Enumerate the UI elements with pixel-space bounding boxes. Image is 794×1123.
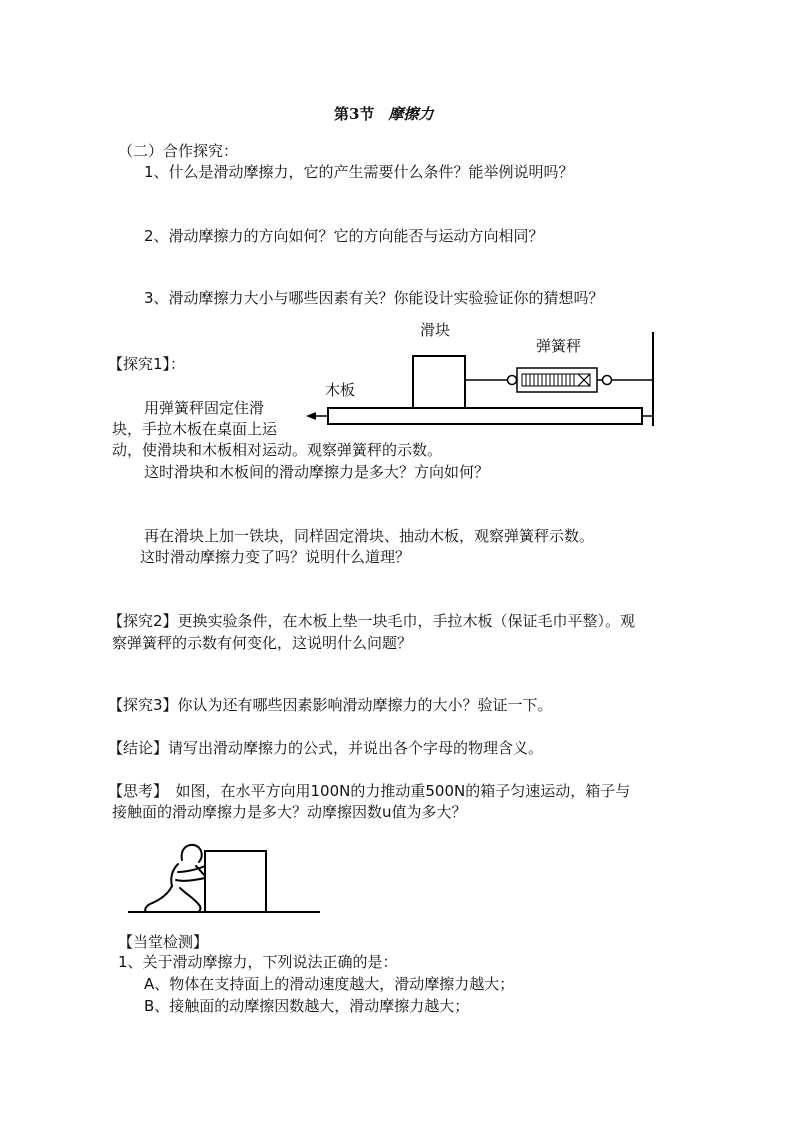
check-option-b: B、接触面的动摩擦因数越大，滑动摩擦力越大； [144, 997, 470, 1015]
explore2-line-2: 察弹簧秤的示数有何变化，这说明什么问题？ [112, 634, 413, 652]
check-heading: 【当堂检测】 [118, 933, 209, 951]
explore1-line-3: 动，使滑块和木板相对运动。观察弹簧秤的示数。 [112, 441, 443, 459]
explore1-line-5: 再在滑块上加一铁块，同样固定滑块、抽动木板，观察弹簧秤示数。 [144, 527, 595, 545]
think-line-1: 【思考】 如图，在水平方向用100N的力推动重500N的箱子匀速运动，箱子与 [108, 782, 631, 800]
question-3: 3、滑动摩擦力大小与哪些因素有关？你能设计实验验证你的猜想吗？ [144, 289, 604, 307]
explore1-line-6: 这时滑动摩擦力变了吗？说明什么道理？ [140, 548, 411, 566]
explore1-line-4: 这时滑块和木板间的滑动摩擦力是多大？方向如何？ [144, 463, 490, 481]
section-number: 第3节 [334, 105, 375, 123]
check-option-a: A、物体在支持面上的滑动速度越大，滑动摩擦力越大； [144, 975, 515, 993]
spring-scale-icon [508, 368, 612, 392]
intro-heading: （二）合作探究： [118, 142, 239, 160]
box-shape [205, 851, 266, 912]
label-spring-scale: 弹簧秤 [536, 337, 582, 355]
question-2: 2、滑动摩擦力的方向如何？它的方向能否与运动方向相同？ [144, 227, 544, 245]
conclusion-text: 【结论】请写出滑动摩擦力的公式，并说出各个字母的物理含义。 [108, 739, 544, 757]
explore3-text: 【探究3】你认为还有哪些因素影响滑动摩擦力的大小？验证一下。 [108, 696, 553, 714]
label-slider: 滑块 [420, 321, 451, 339]
section-name: 摩擦力 [388, 105, 434, 123]
explore1-label: 【探究1】： [108, 355, 186, 373]
check-question-1: 1、关于滑动摩擦力，下列说法正确的是： [118, 953, 398, 971]
label-board: 木板 [325, 381, 356, 399]
explore1-line-1: 用弹簧秤固定住滑 [144, 399, 265, 417]
pull-arrow-head [306, 412, 316, 420]
explore2-line-1: 【探究2】更换实验条件，在木板上垫一块毛巾，手拉木板（保证毛巾平整）。观 [108, 612, 636, 630]
explore1-line-2: 块，手拉木板在桌面上运 [112, 420, 278, 438]
pushing-person-icon [145, 845, 205, 912]
think-line-2: 接触面的滑动摩擦力是多大？动摩擦因数u值为多大？ [112, 803, 467, 821]
board-shape [328, 408, 642, 424]
slider-block-shape [413, 356, 465, 408]
question-1: 1、什么是滑动摩擦力，它的产生需要什么条件？能举例说明吗？ [144, 163, 574, 181]
